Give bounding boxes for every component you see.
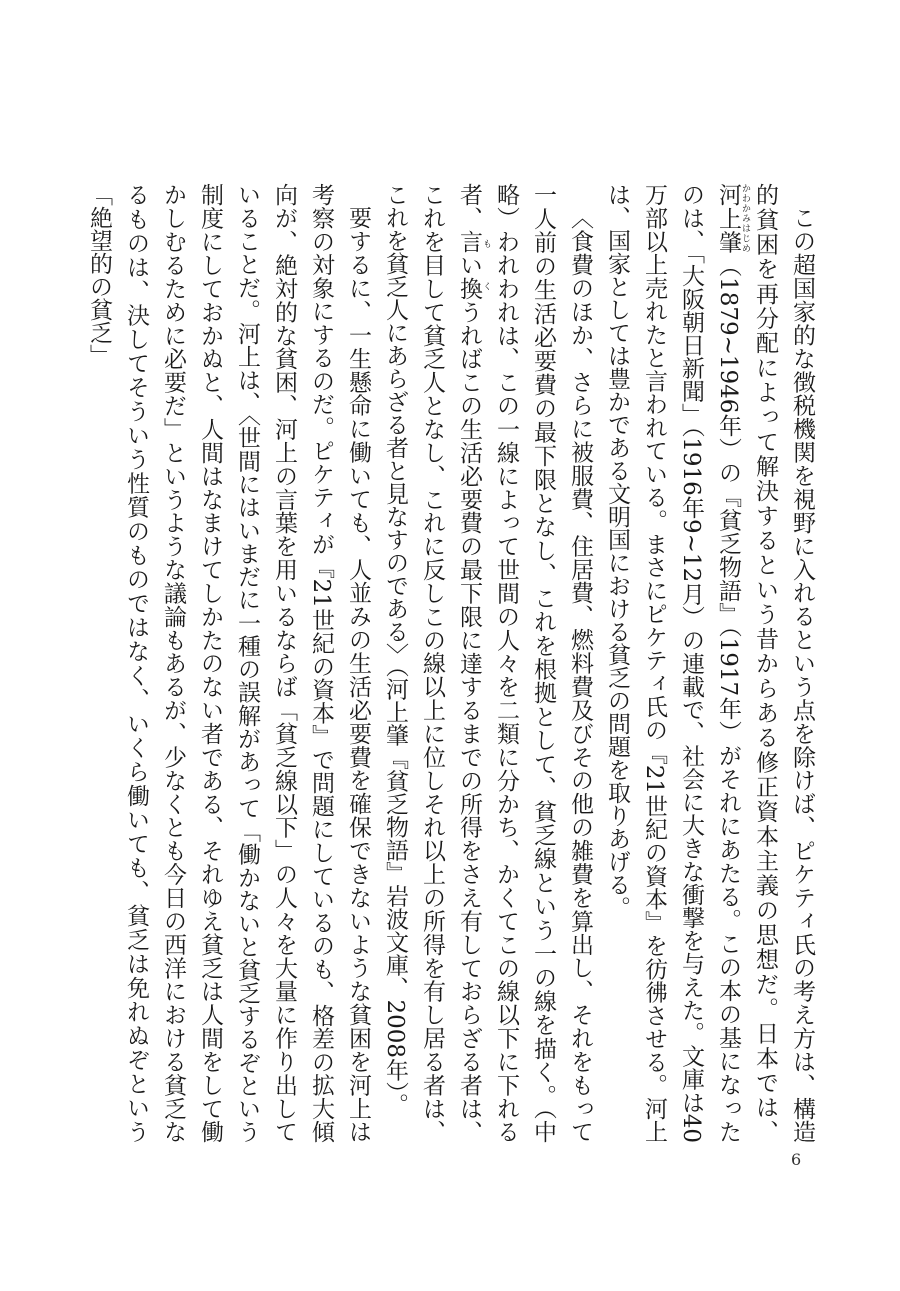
paragraph-2-text-b: うればこの生活必要費の最下限に達するまでの所得をさえ有しておらざる者は、これを目して貧乏人となし、これに反しこの線以上に位しそれ以上の所得を有し居る者は、これを貧乏人にあらざる者と見なすのである〉（河上肇『貧乏物語』岩波文庫、2008年）。 xyxy=(382,183,482,1143)
vertical-text-body xyxy=(80,183,820,1143)
paragraph-3 xyxy=(80,183,376,1143)
paragraph-1 xyxy=(598,183,820,1143)
page-number: 6 xyxy=(791,1150,802,1169)
ruby-base: 河上肇 xyxy=(715,183,741,254)
furigana-kawakami-hajime xyxy=(715,183,750,254)
paragraph-2-text-a: 〈食費のほか、さらに被服費、住居費、燃料費及びその他の雑費を算出し、それをもって一人前の生活必要費の最下限となし、これを根拠として、貧乏線という一の線を描く。（中略）われわれは、この一線によって世間の人々を二類に分かち、かくてこの線以下に下れる者、 xyxy=(456,183,593,1143)
paragraph-3-text: 要するに、一生懸命に働いても、人並みの生活必要費を確保できないような貧困を河上は考察の対象にするのだ。ピケティが『21世紀の資本』で問題にしているのも、格差の拡大傾向が、絶対的な貧困、河上の言葉を用いるならば「貧乏線以下」の人々を大量に作り出していることだ。河上は、〈世間にはいまだに一種の誤解があって「働かないと貧乏するぞという制度にしておかぬと、人間はなまけてしかたのない者である、それゆえ貧乏は人間をして働かしむるために必要だ」というような議論もあるが、少なくとも今日の西洋における貧乏なるものは、決してそういう性質のものではなく、いくら働いても、貧乏は免れぬぞという「絶望的の貧乏」 xyxy=(86,183,371,1143)
paragraph-2 xyxy=(376,183,598,1143)
ruby-reading: もく xyxy=(481,229,491,300)
ruby-reading: かわかみはじめ xyxy=(740,183,750,254)
paragraph-1-text-b: （1879~1946年）の『貧乏物語』（1917年）がそれにあたる。この本の基になったのは、「大阪朝日新聞」（1916年9~12月）の連載で、社会に大きな衝撃を与えた。文庫は40万部以上売れたと言われている。まさにピケティ氏の『21世紀の資本』を彷彿させる。河上は、国家としては豊かである文明国における貧乏の問題を取りあげる。 xyxy=(604,183,741,1143)
ruby-base: 言い換 xyxy=(456,229,482,301)
paragraph-1-text-a: この超国家的な徴税機関を視野に入れるという点を除けば、ピケティ氏の考え方は、構造的貧困を再分配によって解決するという昔からある修正資本主義の思想だ。日本では、 xyxy=(752,183,815,1143)
furigana-iikae xyxy=(456,229,491,301)
